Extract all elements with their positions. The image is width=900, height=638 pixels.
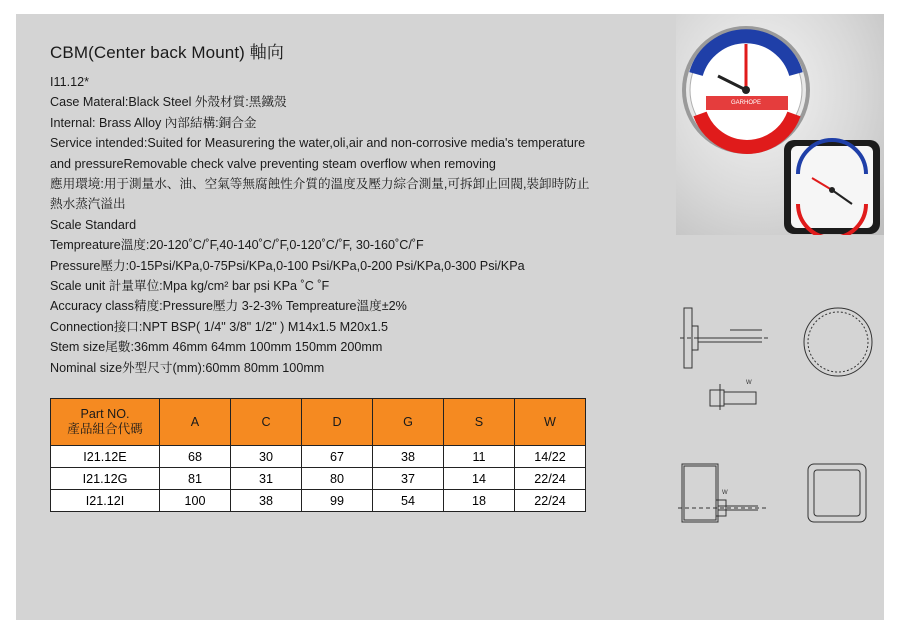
model-number: I11.12* <box>50 75 89 89</box>
spec-line: Pressure壓力:0-15Psi/KPa,0-75Psi/KPa,0-100 Psi/KPa,0-200 Psi/KPa,0-300 Psi/KPa <box>50 258 525 273</box>
table-cell: 68 <box>160 446 231 468</box>
square-gauge-image <box>784 140 880 235</box>
table-cell: 11 <box>444 446 515 468</box>
spec-line: Case Materal:Black Steel 外殼材質:黑鐵殼 <box>50 95 287 110</box>
spec-line: Accuracy class精度:Pressure壓力 3-2-3% Tempreature溫度±2% <box>50 299 407 314</box>
column-header: W <box>515 399 586 446</box>
column-header: S <box>444 399 515 446</box>
column-header: C <box>231 399 302 446</box>
spec-line: Stem size尾數:36mm 46mm 64mm 100mm 150mm 200mm <box>50 340 383 355</box>
spec-line: Internal: Brass Alloy 內部結構:銅合金 <box>50 115 257 130</box>
table-cell: 30 <box>231 446 302 468</box>
gauge-illustration <box>676 14 884 235</box>
table-row <box>51 468 586 490</box>
table-cell: 18 <box>444 490 515 512</box>
table-cell: 67 <box>302 446 373 468</box>
column-header: G <box>373 399 444 446</box>
table-cell: 38 <box>373 446 444 468</box>
table-row <box>51 446 586 468</box>
content-panel <box>16 14 884 620</box>
table-cell: 22/24 <box>515 490 586 512</box>
brand-label: GARHOPE <box>730 100 762 106</box>
technical-drawing-round <box>670 286 880 416</box>
column-header: A <box>160 399 231 446</box>
page-title: CBM(Center back Mount) 軸向 <box>50 43 284 62</box>
column-header: D <box>302 399 373 446</box>
table-cell: 54 <box>373 490 444 512</box>
table-row <box>51 490 586 512</box>
table-cell: 31 <box>231 468 302 490</box>
spec-line: 熱水蒸汽溢出 <box>50 197 126 212</box>
table-cell: 37 <box>373 468 444 490</box>
spec-line: Tempreature溫度:20-120˚C/˚F,40-140˚C/˚F,0-120˚C/˚F, 30-160˚C/˚F <box>50 238 424 253</box>
spec-line: Scale unit 計量單位:Mpa kg/cm² bar psi KPa ˚C ˚F <box>50 279 330 294</box>
table-cell: I21.12I <box>51 490 160 512</box>
table-cell: 81 <box>160 468 231 490</box>
spec-line: Nominal size外型尺寸(mm):60mm 80mm 100mm <box>50 360 325 375</box>
spec-line: Connection接口:NPT BSP( 1/4" 3/8" 1/2" ) M14x1.5 M20x1.5 <box>50 319 388 334</box>
asterisk-icon: * <box>84 75 89 89</box>
spec-section <box>50 38 660 378</box>
product-photo <box>676 14 884 235</box>
table-cell: 80 <box>302 468 373 490</box>
dimension-label-w: W <box>722 490 728 496</box>
table-cell: 38 <box>231 490 302 512</box>
round-gauge-image <box>682 26 810 154</box>
table-header-row <box>51 399 586 446</box>
table-cell: I21.12E <box>51 446 160 468</box>
part-table <box>50 398 586 512</box>
table-cell: 14 <box>444 468 515 490</box>
table-cell: 22/24 <box>515 468 586 490</box>
part-number-header: Part NO. 產品組合代碼 <box>51 399 160 446</box>
table-cell: 99 <box>302 490 373 512</box>
spec-line: and pressureRemovable check valve preventing steam overflow when removing <box>50 156 496 171</box>
spec-line: Service intended:Suited for Measurering the water,oli,air and non-corrosive media's temperature <box>50 136 586 151</box>
table-cell: 100 <box>160 490 231 512</box>
table-cell: 14/22 <box>515 446 586 468</box>
spec-line: 應用環境:用于測量水、油、空氣等無腐蝕性介質的溫度及壓力綜合測量,可拆卸止回閥,裝卸時防止 <box>50 177 590 192</box>
dimension-label-w: W <box>746 380 752 386</box>
spec-line: Scale Standard <box>50 217 137 232</box>
technical-drawing-square <box>670 454 880 544</box>
table-cell: I21.12G <box>51 468 160 490</box>
